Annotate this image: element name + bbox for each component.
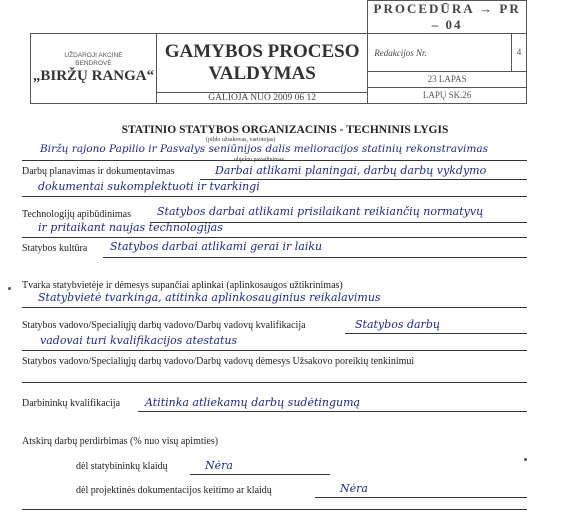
revision-cell: [368, 34, 512, 72]
label-technology: Technologijų apibūdinimas: [22, 209, 132, 220]
planning-line-2: [22, 196, 527, 197]
note-object: objekto pavadinimas: [234, 157, 284, 163]
culture-handwritten: Statybos darbai atlikami gerai ir laiku: [110, 240, 323, 253]
company-name: „BIRŽŲ RANGA“: [32, 68, 155, 84]
workers-handwritten: Atitinka atliekamų darbų sudėtingumą: [145, 396, 361, 409]
page-number: 23 LAPAS: [368, 71, 527, 87]
procedure-code: PROCEDŪRA → PR – 04: [368, 1, 527, 34]
revision-label: Redakcijos Nr.: [374, 48, 427, 59]
valid-from: GALIOJA NUO 2009 06 12: [157, 92, 367, 103]
revision-number: 4: [512, 34, 527, 72]
qualification-handwritten-2: vadovai turi kvalifikacijos atestatus: [40, 334, 238, 347]
technology-handwritten-2: ir pritaikant naujas technologijas: [38, 221, 223, 234]
design-change-handwritten: Nėra: [340, 482, 368, 495]
company-line1: UŽDAROJI AKCINĖ: [64, 52, 123, 59]
section-heading: STATINIO STATYBOS ORGANIZACINIS - TECHNINIS LYGIS: [121, 124, 449, 136]
company-line2: BENDROVĖ: [75, 60, 112, 67]
label-planning: Darbų planavimas ir dokumentavimas: [22, 166, 175, 177]
label-attention: Statybos vadovo/Specialiųjų darbų vadovo/Darbų vadovų dėmesys Užsakovo poreikių tenkinimui: [22, 356, 415, 367]
document-title-line1: GAMYBOS PROCESO: [164, 41, 360, 62]
label-culture: Statybos kultūra: [22, 243, 88, 254]
planning-handwritten-1: Darbai atlikami planingai, darbų darbų vykdymo: [215, 164, 487, 177]
technology-handwritten-1: Statybos darbai atlikami prisilaikant reikiančių normatyvų: [157, 205, 484, 218]
document-header: [30, 0, 527, 103]
title-cell: [157, 34, 368, 104]
note-fill: (pildo užsakovas, vartotojas): [206, 137, 276, 143]
company-cell: [31, 34, 157, 104]
attention-line: [22, 382, 527, 383]
scan-speck: [8, 287, 11, 290]
label-workers: Darbininkų kvalifikacija: [22, 398, 121, 409]
planning-handwritten-2: dokumentai sukomplektuoti ir tvarkingi: [38, 180, 260, 193]
qualification-handwritten-1: Statybos darbų: [355, 318, 440, 331]
workers-line: [138, 411, 527, 412]
qualification-line-2: [22, 350, 527, 351]
design-change-line: [315, 497, 527, 498]
order-handwritten: Statybvietė tvarkinga, atitinka aplinkosauginius reikalavimus: [38, 291, 381, 304]
scan-speck: [524, 458, 527, 461]
order-line: [22, 307, 527, 308]
label-rework: Atskirų darbų perdirbimas (% nuo visų apimties): [22, 436, 219, 447]
label-order: Tvarka statybvietėje ir dėmesys supančiai aplinkai (aplinkosaugos užtikrinimas): [22, 280, 343, 291]
builders-error-line: [190, 474, 330, 475]
label-builders-error: dėl statybininkų klaidų: [76, 461, 168, 472]
builders-error-handwritten: Nėra: [205, 459, 233, 472]
technology-line-2: [22, 237, 527, 238]
qualification-line-1: [345, 333, 527, 334]
document-title-line2: VALDYMAS: [208, 63, 316, 84]
label-qualification: Statybos vadovo/Specialiųjų darbų vadovo/Darbų vadovų kvalifikacija: [22, 320, 306, 331]
object-name-handwritten: Biržų rajono Papilio ir Pasvalys seniūnijos dalis melioracijos statinių rekonstravimas: [40, 143, 488, 155]
label-design-change: dėl projektinės dokumentacijos keitimo ar klaidų: [76, 485, 272, 496]
culture-line: [103, 257, 527, 258]
page-count: LAPŲ SK.26: [368, 87, 527, 103]
bottom-line: [22, 509, 527, 510]
